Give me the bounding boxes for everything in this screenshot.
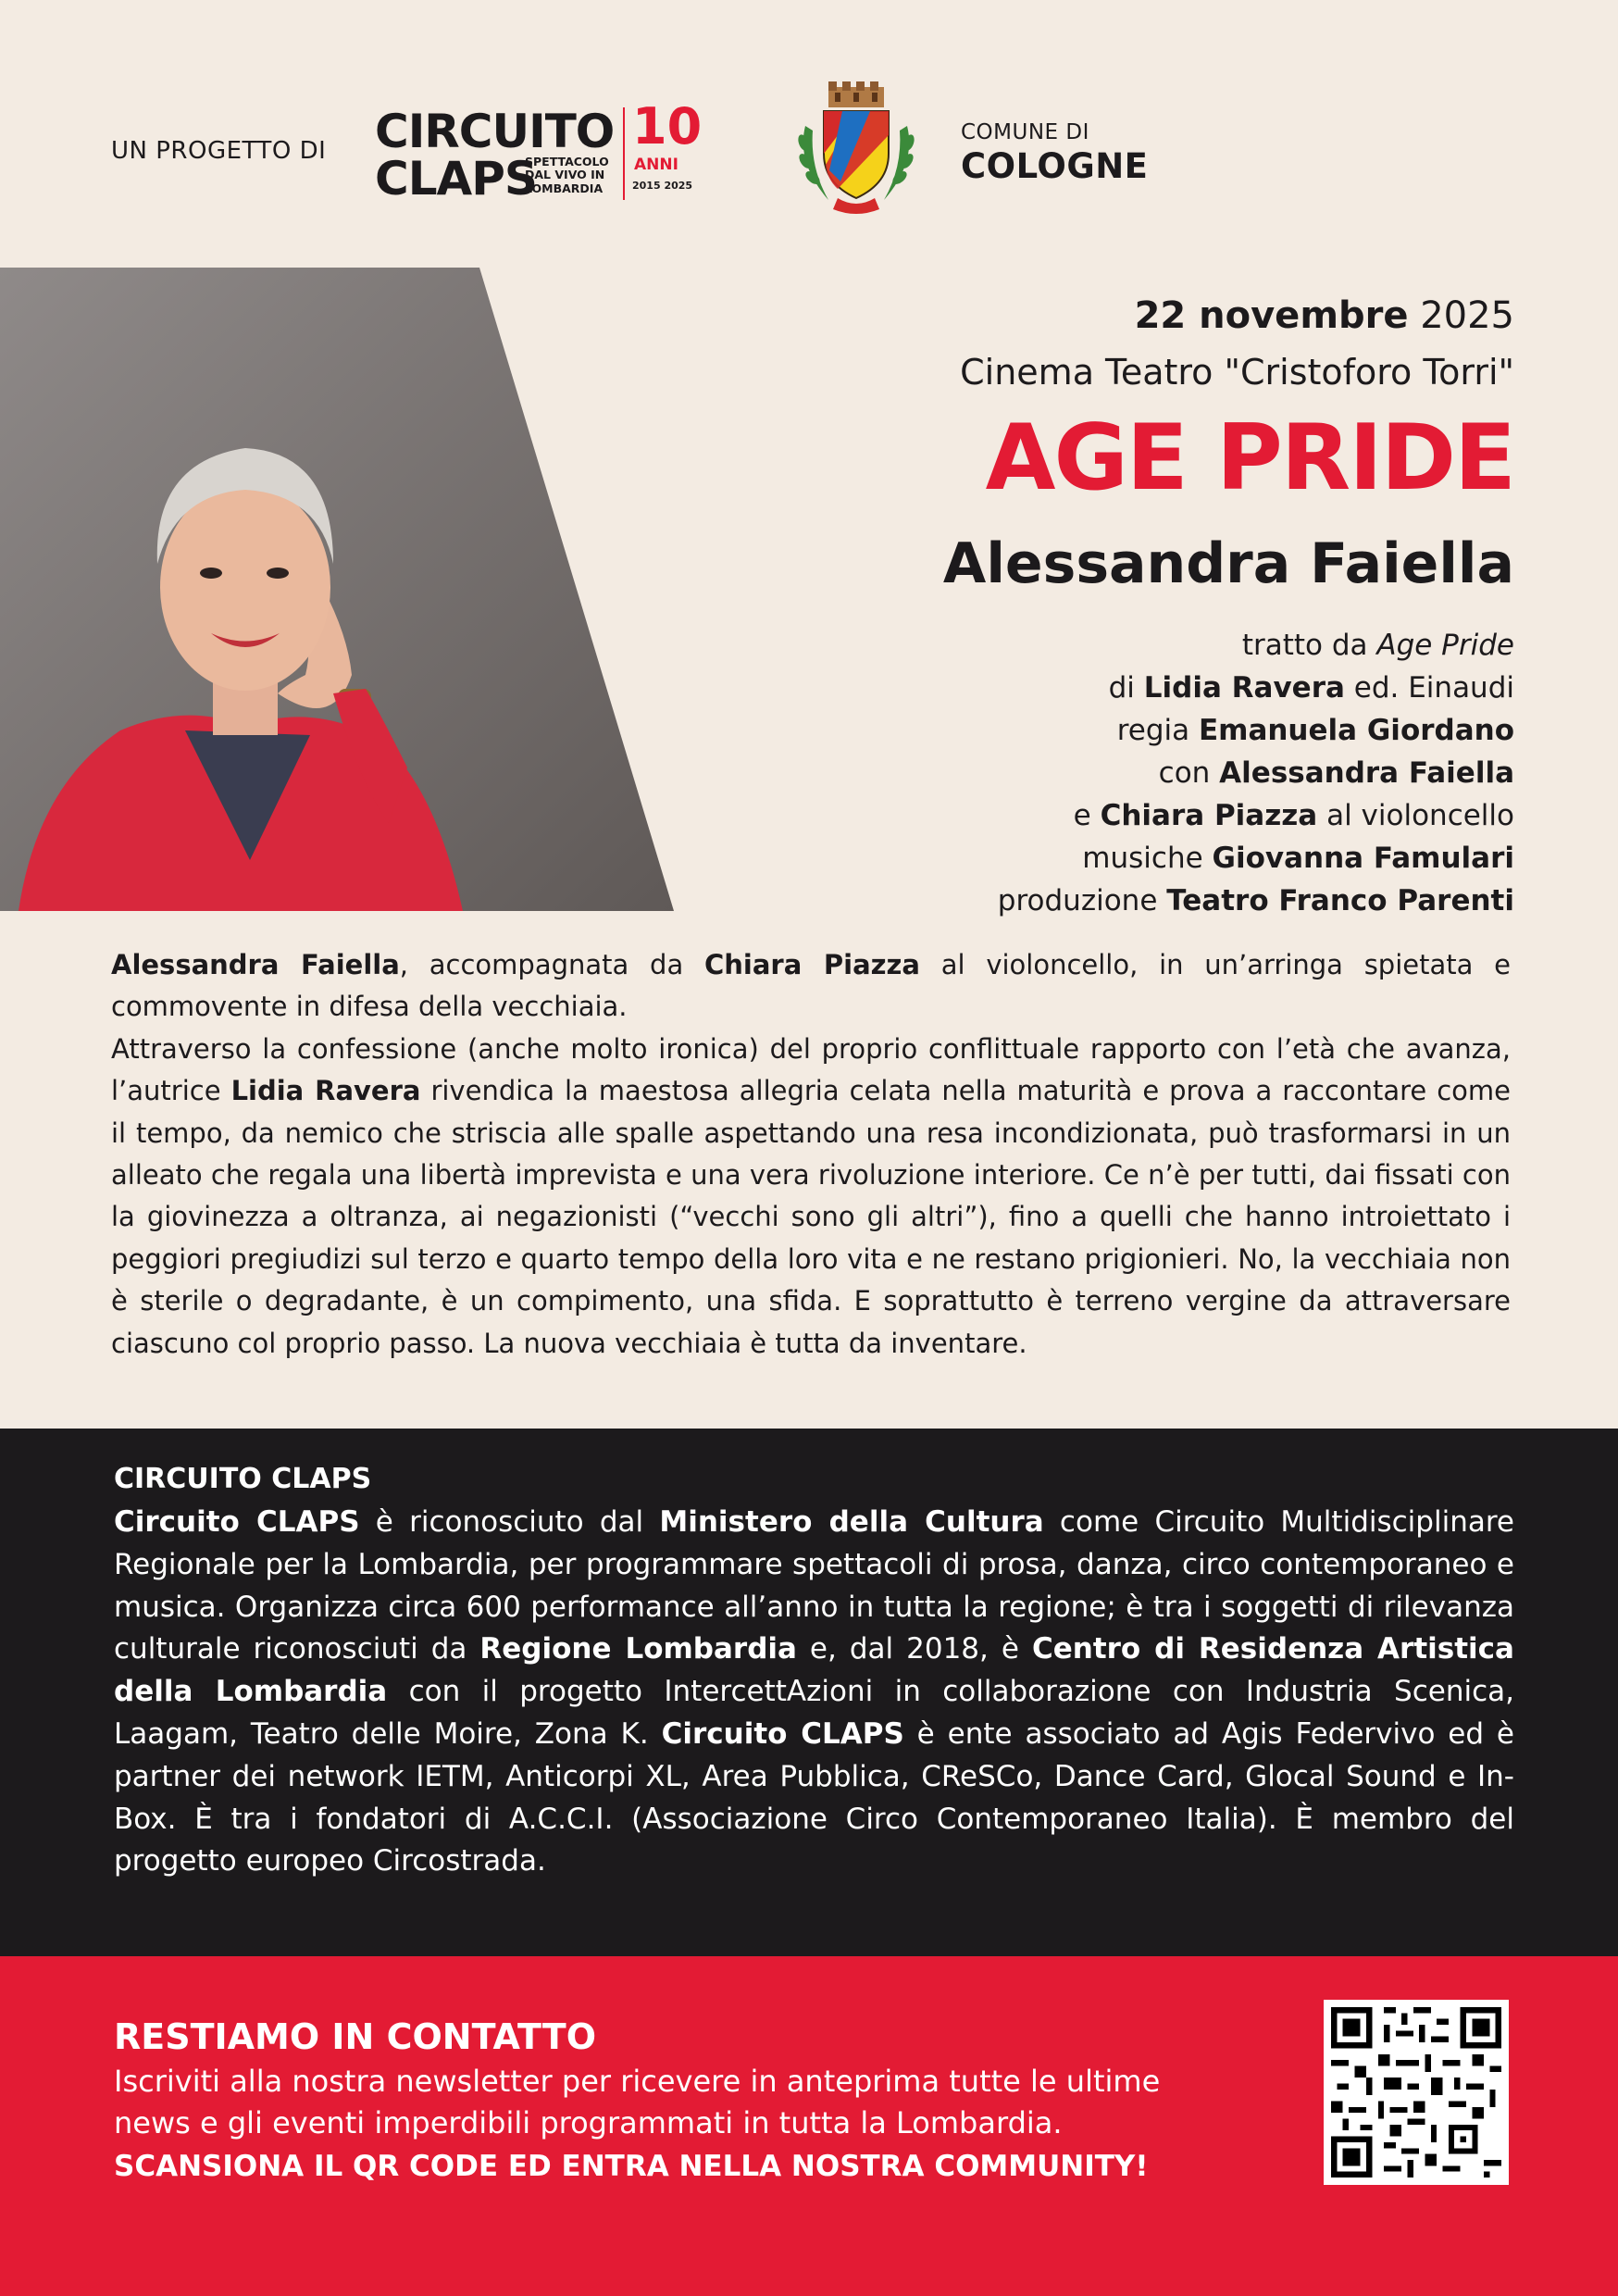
logo-word-claps: CLAPS — [375, 152, 537, 206]
logo-anniversary-number: 10 — [632, 97, 703, 156]
event-venue: Cinema Teatro "Cristoforo Torri" — [960, 352, 1514, 393]
logo-subtitle-line: DAL VIVO IN — [525, 168, 605, 182]
contact-text-line: Iscriviti alla nostra newsletter per ricevere in anteprima tutte le ultime — [114, 2064, 1161, 2099]
logo-divider — [623, 107, 625, 200]
contact-heading: RESTIAMO IN CONTATTO — [114, 2016, 597, 2057]
credit-line: con Alessandra Faiella — [1158, 756, 1514, 790]
logo-anniversary-years: 2015 2025 — [632, 180, 693, 192]
logo-subtitle-line: SPETTACOLO — [525, 155, 609, 168]
event-date — [1135, 294, 1514, 337]
performer-name: Alessandra Faiella — [942, 531, 1514, 596]
logo-subtitle — [525, 156, 609, 195]
description-paragraph: Attraverso la confessione (anche molto ironica) del proprio conflittuale rapporto con l’età che avanza, l’autrice Lidia Ravera rivendica la maestosa allegria celata nella maturità e prova a raccontare come il tempo, da nemico che striscia alle spalle aspettando una resa incondizionata, può trasformarsi in un alleato che regala una libertà imprevista e una vera rivoluzione interiore. Ce n’è per tutti, dai fissati con la giovinezza a oltranza, ai negazionisti (“vecchi sono gli altri”), fino a quelli che hanno introiettato i peggiori pregiudizi sul terzo e quarto tempo della loro vita e ne restano prigionieri. No, la vecchiaia non è sterile o degradante, è un compimento, una sfida. E soprattutto è terreno vergine da attraversare ciascuno col proprio passo. La nuova vecchiaia è tutta da inventare. — [111, 1032, 1512, 1359]
credit-line: tratto da Age Pride — [1241, 629, 1514, 662]
logo-subtitle-line: LOMBARDIA — [525, 181, 604, 195]
circuito-claps-logo — [375, 97, 708, 206]
circuito-heading: CIRCUITO CLAPS — [114, 1463, 372, 1495]
circuito-paragraph: Circuito CLAPS è riconosciuto dal Ministero della Cultura come Circuito Multidisciplinare Regionale per la Lombardia, per programmare spettacoli di prosa, danza, circo contemporaneo e musica. Organizza circa 600 performance all’anno in tutta la regione; è tra i soggetti di rilevanza culturale riconosciuti da Regione Lombardia e, dal 2018, è Centro di Residenza Artistica della Lombardia con il progetto IntercettAzioni in collaborazione con Industria Scenica, Laagam, Teatro delle Moire, Zona K. Circuito CLAPS è ente associato ad Agis Federvivo ed è partner dei network IETM, Anticorpi XL, Area Pubblica, CReSCo, Dance Card, Glocal Sound e In-Box. È tra i fondatori di A.C.C.I. (Associazione Circo Contemporaneo Italia). È membro del progetto europeo Circostrada. — [114, 1505, 1514, 1878]
credit-line: musiche Giovanna Famulari — [1082, 842, 1514, 875]
event-date-year: 2025 — [1408, 294, 1514, 337]
qr-code-icon[interactable] — [1324, 2000, 1509, 2185]
credits-list — [998, 624, 1514, 922]
project-intro: UN PROGETTO DI — [111, 137, 327, 165]
comune-name: COLOGNE — [961, 146, 1149, 186]
credit-line: regia Emanuela Giordano — [1116, 714, 1514, 747]
credit-line: di Lidia Ravera ed. Einaudi — [1108, 671, 1514, 705]
show-title: AGE PRIDE — [985, 406, 1514, 511]
contact-cta: SCANSIONA IL QR CODE ED ENTRA NELLA NOSTRA COMMUNITY! — [114, 2150, 1149, 2183]
event-date-day: 22 novembre — [1134, 294, 1409, 337]
logo-anniversary-word: ANNI — [634, 156, 678, 174]
coat-of-arms-icon — [787, 80, 926, 218]
comune-prefix: COMUNE DI — [961, 120, 1089, 144]
show-description — [111, 944, 1511, 1365]
credit-line: e Chiara Piazza al violoncello — [1073, 799, 1514, 832]
contact-text — [114, 2061, 1160, 2144]
logo-word-circuito: CIRCUITO — [375, 105, 615, 158]
description-paragraph: Alessandra Faiella, accompagnata da Chiara Piazza al violoncello, in un’arringa spietata e commovente in difesa della vecchiaia. — [111, 949, 1511, 1023]
contact-text-line: news e gli eventi imperdibili programmati in tutta la Lombardia. — [114, 2105, 1063, 2140]
circuito-body — [114, 1502, 1514, 1883]
credit-line: produzione Teatro Franco Parenti — [997, 884, 1514, 917]
performer-photo — [0, 268, 674, 911]
